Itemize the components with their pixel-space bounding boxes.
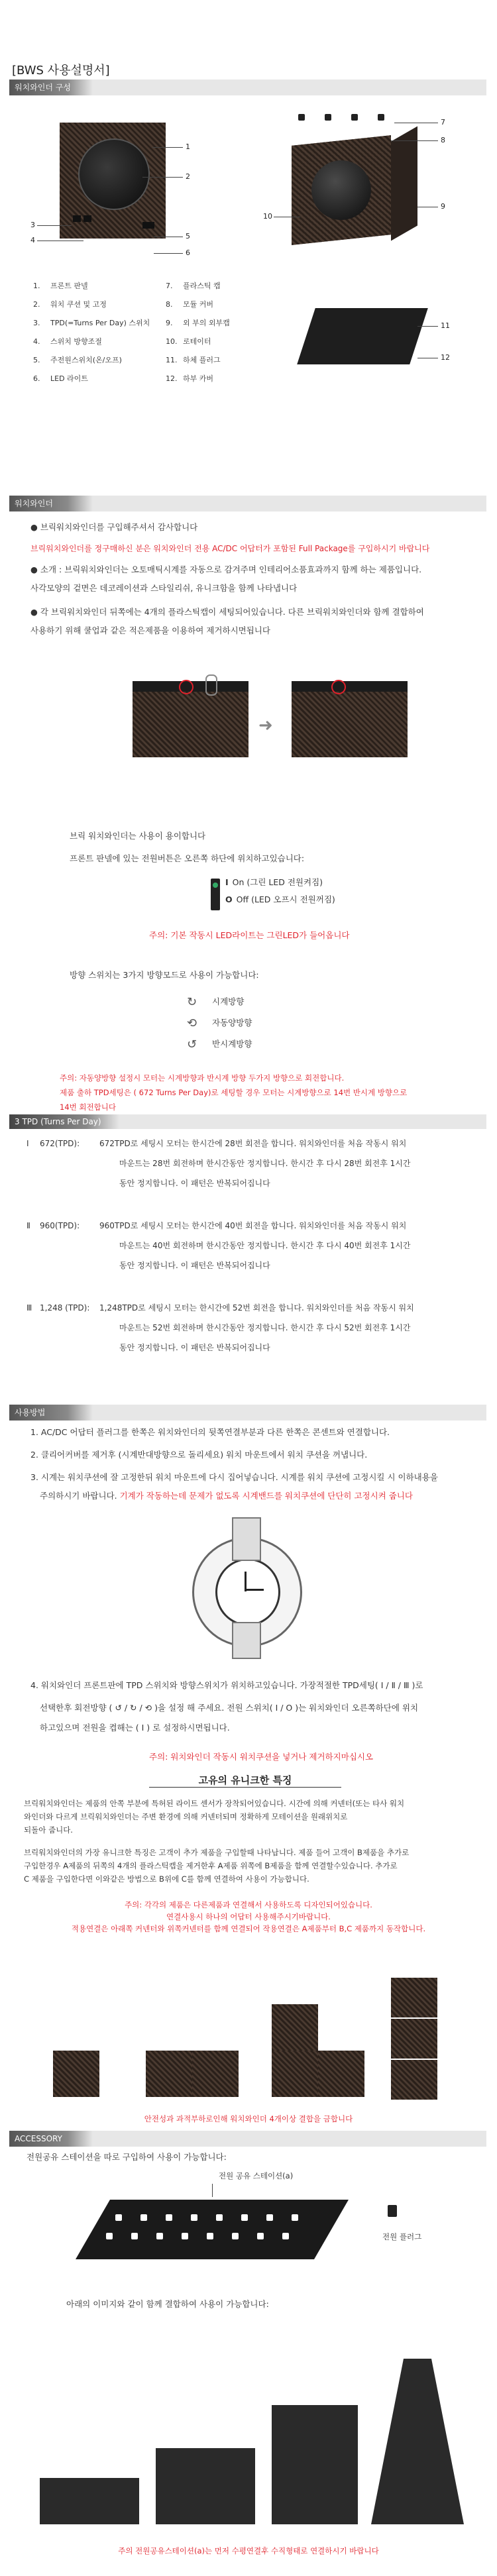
parts-list-item — [166, 315, 292, 331]
usage-step-2: 2. 클리어커버를 제거후 (시계반대방향으로 돌리세요) 워치 마운트에서 워치 쿠션을 꺼냅니다. — [30, 1450, 368, 1460]
unique-p4: 브릭워치와인더의 가장 유니크한 특징은 고객이 추가 제품을 구입할때 나타납니다. 제품 들어 고객이 B제품을 추가로 — [24, 1848, 410, 1857]
station-socket — [232, 2233, 239, 2239]
tpd-row-text: 동안 정지합니다. 이 패턴은 반복되어집니다 — [119, 1179, 270, 1188]
parts-list-item — [166, 334, 292, 350]
power-on-label: I On (그린 LED 전원켜짐) — [225, 877, 323, 887]
intro-desc-2: 사각모양의 겉면은 데코레이션과 스타일리쉬, 유니크함을 함께 나타냅니다 — [30, 583, 298, 593]
accessory-intro: 전원공유 스테이션을 따로 구입하여 사용이 가능합니다: — [27, 2152, 227, 2162]
power-intro: 브릭 워치와인더는 사용이 용이합니다 — [70, 831, 206, 841]
unique-p6: C 제품을 구입한다면 이와같은 방법으로 B위에 C를 함께 연결하여 사용이 가능합니다. — [24, 1874, 309, 1884]
callout-8: 8 — [441, 136, 445, 144]
parts-list-item — [33, 315, 166, 331]
watch-illustration — [179, 1517, 318, 1656]
tpd-row — [27, 1216, 484, 1299]
accessory-combo-intro: 아래의 이미지와 같이 함께 결합하여 사용이 가능합니다: — [66, 2299, 269, 2309]
parts-list-text: 모듈 커버 — [183, 300, 214, 309]
tpd-row-index: Ⅰ — [27, 1139, 29, 1148]
accessory-caption: 주의 전원공유스테이션(a)는 먼저 수평연결후 수직형태로 연결하시기 바랍니다 — [118, 2546, 379, 2555]
parts-list-number: 8. — [166, 300, 173, 309]
tpd-row-text: 1,248TPD로 세팅시 모터는 한시간에 52번 회전을 합니다. 워치와인더를 처음 작동시 워치 — [99, 1303, 414, 1313]
cap-removal-image-2 — [292, 674, 408, 757]
intro-desc-4: 사용하기 위해 쿨업과 같은 적은제품을 이용하여 제거하시면됩니다 — [30, 625, 270, 635]
intro-thanks: ● 브릭워치와인더를 구입해주셔서 감사합니다 — [30, 522, 198, 532]
station-socket — [292, 2214, 298, 2221]
parts-list-number: 1. — [33, 282, 40, 290]
parts-list-text: TPD(=Turns Per Day) 스위치 — [50, 319, 150, 327]
parts-list-number: 5. — [33, 356, 40, 364]
tpd-row — [27, 1299, 484, 1381]
tpd-row-index: Ⅱ — [27, 1221, 30, 1230]
section-accessory — [9, 2131, 486, 2147]
unique-p2: 와인더와 다르게 브릭워치와인더는 주변 환경에 의해 커넨터되며 정확하게 모테이션을 원래위치로 — [24, 1812, 348, 1821]
callout-5: 5 — [186, 232, 190, 241]
parts-list-text: 주전원스위치(온/오프) — [50, 356, 122, 364]
section-tpd — [9, 1114, 486, 1129]
callout-2: 2 — [186, 172, 190, 181]
section-parts-label: 워치와인더 구성 — [9, 80, 93, 95]
section-parts — [9, 80, 486, 95]
parts-list-number: 11. — [166, 356, 178, 364]
tpd-row-text: 672TPD로 세팅시 모터는 한시간에 28번 회전을 합니다. 워치와인더를 처음 작동시 워치 — [99, 1139, 407, 1148]
unique-note-2: 연결사용시 하나의 어답터 사용해주시기바랍니다. — [166, 1912, 331, 1921]
tpd-row-label: 960(TPD): — [40, 1221, 80, 1230]
counterclockwise-icon: ↺ — [187, 1038, 197, 1051]
power-off-label: O Off (LED 오프시 전원꺼짐) — [225, 894, 335, 904]
stacking-caption: 안전성과 과적부하로인해 워치와인더 4개이상 결합을 금합니다 — [144, 2114, 353, 2123]
dir-cw-label: 시계방향 — [212, 996, 245, 1006]
front-product-image — [60, 123, 166, 239]
parts-list-item — [33, 297, 166, 313]
direction-note-3: 14번 회전합니다 — [60, 1102, 116, 1112]
parts-list-number: 12. — [166, 374, 178, 383]
direction-note-2: 제품 출하 TPD세팅은 ( 672 Turns Per Day)로 세팅할 경우 모터는 시계방향으로 14번 반시계 방향으로 — [60, 1088, 408, 1097]
parts-list-item — [166, 278, 292, 294]
tpd-row-index: Ⅲ — [27, 1303, 32, 1313]
parts-list-item — [33, 334, 166, 350]
parts-list-text: 플라스틱 캡 — [183, 282, 221, 290]
callout-7: 7 — [441, 118, 445, 127]
intro-desc-3: ● 각 브릭워치와인더 뒤쪽에는 4개의 플라스틱캡이 세팅되어있습니다. 다른 브릭워치와인더와 함께 결합하여 — [30, 607, 424, 617]
plug-icon — [388, 2205, 397, 2217]
tpd-row-text: 마운트는 52번 회전하며 한시간동안 정지합니다. 한시간 후 다시 52번 회전후 1시간 — [119, 1323, 411, 1332]
station-socket — [216, 2214, 223, 2221]
unique-note-3: 적용연결은 아래쪽 커넨터와 위쪽커넨터를 함께 연결되어 작용연결은 A제품부터 B,C 제품까지 동작합니다. — [71, 1924, 426, 1933]
section-accessory-label: ACCESSORY — [9, 2131, 93, 2147]
station-socket — [106, 2233, 113, 2239]
usage-step-4: 4. 워치와인더 프론트판에 TPD 스위치와 방향스위치가 위치하고있습니다. 가장적절한 TPD세팅( Ⅰ / Ⅱ / Ⅲ )로 — [30, 1680, 423, 1690]
parts-list-text: 로테이터 — [183, 337, 211, 346]
station-socket — [140, 2214, 147, 2221]
callout-4: 4 — [30, 236, 35, 244]
intro-desc-1: ● 소개 : 브릭워치와인더는 오토매틱시계를 자동으로 감겨주며 인테리어소품효과까지 함께 하는 제품입니다. — [30, 564, 422, 574]
tpd-row-label: 1,248 (TPD): — [40, 1303, 90, 1313]
callout-9: 9 — [441, 202, 445, 211]
unique-title: 고유의 유니크한 특징 — [149, 1773, 341, 1788]
plug-label: 전원 플러그 — [382, 2232, 422, 2241]
section-usage-label: 사용방법 — [9, 1405, 93, 1421]
station-socket — [182, 2233, 188, 2239]
section-usage — [9, 1405, 486, 1421]
callout-3: 3 — [30, 221, 35, 229]
stacking-images — [53, 1978, 451, 2104]
callout-6: 6 — [186, 248, 190, 257]
unique-p1: 브릭워치와인더는 제품의 안쪽 부분에 특허된 라이트 센서가 장착되어있습니다. 시간에 의해 커넨터(또는 타사 워치 — [24, 1799, 405, 1808]
parts-list-text: 워치 쿠션 및 고정 — [50, 300, 107, 309]
callout-11: 11 — [441, 321, 450, 330]
section-intro — [9, 496, 486, 511]
parts-list-text: 외 부의 외부캡 — [183, 319, 230, 327]
tpd-row-text: 960TPD로 세팅시 모터는 한시간에 40번 회전을 합니다. 워치와인더를 처음 작동시 워치 — [99, 1221, 407, 1230]
section-tpd-label: 3 TPD (Turns Per Day) — [9, 1114, 119, 1129]
parts-list-number: 4. — [33, 337, 40, 346]
callout-1: 1 — [186, 142, 190, 151]
dir-auto-label: 자동양방향 — [212, 1018, 252, 1028]
parts-list-number: 9. — [166, 319, 173, 327]
tpd-row-text: 동안 정지합니다. 이 패턴은 반복되어집니다 — [119, 1343, 270, 1352]
parts-list-number: 6. — [33, 374, 40, 383]
parts-list-text: 스위치 방향조절 — [50, 337, 102, 346]
usage-step-1: 1. AC/DC 어답터 플러그를 한쪽은 워치와인더의 뒷쪽연결부분과 다른 한쪽은 콘센트와 연결합니다. — [30, 1427, 390, 1437]
parts-list-number: 7. — [166, 282, 173, 290]
usage-step-4b: 선택한후 회전방향 ( ↺ / ↻ / ⟲ )을 설정 해 주세요. 전원 스위치( I / O )는 워치와인더 오른쪽하단에 위치 — [40, 1703, 419, 1713]
parts-list-item — [33, 278, 166, 294]
tpd-row-label: 672(TPD): — [40, 1139, 80, 1148]
station-socket — [282, 2233, 289, 2239]
parts-list-item — [33, 352, 166, 368]
parts-list-number: 2. — [33, 300, 40, 309]
tpd-row-text: 동안 정지합니다. 이 패턴은 반복되어집니다 — [119, 1261, 270, 1270]
parts-list-text: LED 라이트 — [50, 374, 88, 383]
power-station-image — [93, 2200, 331, 2259]
power-switch-icon — [211, 879, 220, 910]
station-socket — [115, 2214, 122, 2221]
usage-step-3b: 주의하시기 바랍니다. 기계가 작동하는데 문제가 없도록 시계밴드를 워치쿠션에 단단히 고정시켜 줍니다 — [40, 1491, 413, 1501]
usage-step-3: 3. 시계는 워치쿠션에 잘 고정한뒤 워치 마운트에 다시 집어넣습니다. 시계를 워치 쿠션에 고정시킬 시 이하내용을 — [30, 1472, 438, 1482]
station-socket — [266, 2214, 273, 2221]
tpd-row — [27, 1134, 484, 1216]
parts-list-text: 하체 플러그 — [183, 356, 221, 364]
callout-10: 10 — [263, 212, 272, 221]
station-socket — [166, 2214, 172, 2221]
parts-list-item — [166, 352, 292, 368]
parts-list-text: 프론트 판넬 — [50, 282, 88, 290]
direction-note-1: 주의: 자동양방향 설정시 모터는 시계방향과 반시계 방향 두가지 방향으로 회전합니다. — [60, 1073, 345, 1083]
unique-note-1: 주의: 각각의 제품은 다른제품과 연결해서 사용하도록 디자인되어있습니다. — [125, 1900, 372, 1909]
bidirectional-icon: ⟲ — [187, 1016, 197, 1030]
unique-p3: 되돌아 줍니다. — [24, 1825, 73, 1835]
direction-intro: 방향 스위치는 3가지 방향모드로 사용이 가능합니다: — [70, 970, 259, 980]
station-socket — [207, 2233, 213, 2239]
station-socket — [191, 2214, 197, 2221]
tpd-table — [27, 1134, 484, 1381]
usage-step-4c: 하고있으며 전원을 켭해는 ( I ) 로 설정하시면됩니다. — [40, 1723, 230, 1733]
combination-images — [40, 2332, 464, 2531]
section-intro-label: 워치와인더 — [9, 496, 93, 511]
station-socket — [156, 2233, 163, 2239]
dir-ccw-label: 반시계방향 — [212, 1039, 252, 1049]
unique-p5: 구입한경우 A제품의 뒤쪽의 4개의 플라스틱캡을 제거한후 A제품 위쪽에 B제품을 함께 연결할수있습니다. 추가로 — [24, 1861, 398, 1870]
parts-list-item — [166, 297, 292, 313]
tpd-row-text: 마운트는 28번 회전하며 한시간동안 정지합니다. 한시간 후 다시 28번 회전후 1시간 — [119, 1159, 411, 1168]
clockwise-icon: ↻ — [187, 995, 197, 1009]
parts-list-item — [33, 371, 166, 387]
callout-12: 12 — [441, 353, 450, 362]
usage-note: 주의: 워치와인더 작동시 워치쿠션을 넣거나 제거하지마십시오 — [149, 1752, 374, 1762]
arrow-icon: ➜ — [258, 716, 273, 735]
station-label: 전원 공유 스테이션(a) — [219, 2171, 294, 2180]
station-socket — [131, 2233, 138, 2239]
intro-package-note: 브릭워치와인더를 정구매하신 분은 워치와인더 전용 AC/DC 어답터가 포함된 Full Package를 구입하시기 바랍니다 — [30, 544, 430, 553]
back-product-image — [285, 114, 431, 246]
parts-list-item — [166, 371, 292, 387]
bottom-product-image — [306, 301, 419, 368]
tpd-row-text: 마운트는 40번 회전하며 한시간동안 정지합니다. 한시간 후 다시 40번 회전후 1시간 — [119, 1241, 411, 1250]
parts-list-number: 3. — [33, 319, 40, 327]
power-location: 프론트 판넬에 있는 전원버튼은 오른쪽 하단에 위치하고있습니다: — [70, 853, 305, 863]
station-socket — [241, 2214, 248, 2221]
led-note: 주의: 기본 작동시 LED라이트는 그린LED가 들어옵니다 — [149, 930, 350, 940]
cap-removal-image-1 — [133, 674, 248, 757]
parts-list-text: 하부 카버 — [183, 374, 214, 383]
page-title: [BWS 사용설명서] — [12, 64, 110, 78]
station-socket — [257, 2233, 264, 2239]
parts-list-number: 10. — [166, 337, 178, 346]
